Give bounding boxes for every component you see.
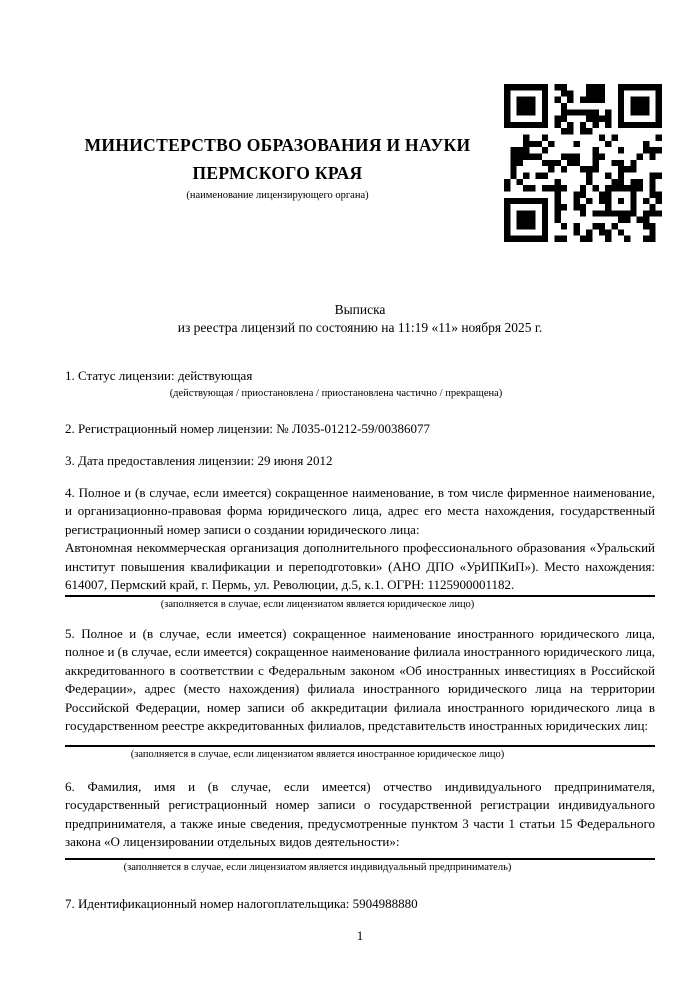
document-title-line1: Выписка bbox=[334, 302, 386, 317]
qr-code-image bbox=[504, 84, 662, 242]
item-legal-entity bbox=[65, 484, 655, 611]
legal-entity-rule-caption: (заполняется в случае, если лицензиатом является юридическое лицо) bbox=[160, 598, 475, 610]
foreign-entity-question: 5. Полное и (в случае, если имеется) сокращенное наименование иностранного юридического лица, полное и (в случае, если имеется) сокращенное наименование филиала иностранного юридического лица, аккредитованного в соответствии с Федеральным законом «Об иностранных инвестициях в Российской Федерации», адрес (место нахождения) филиала иностранного юридического лица на территории Российской Федерации, номер записи об аккредитации филиала иностранного юридического лица в государственном реестре аккредитованных филиалов, представительств иностранных юридических лиц: bbox=[65, 625, 655, 733]
item-individual-entrepreneur bbox=[65, 778, 655, 874]
license-status-options-caption: (действующая / приостановлена / приостановлена частично / прекращена) bbox=[169, 387, 503, 399]
ministry-name-line2: ПЕРМСКОГО КРАЯ bbox=[192, 163, 363, 183]
taxpayer-number-text: 7. Идентификационный номер налогоплательщика: 5904988880 bbox=[65, 895, 418, 911]
item-registration-number bbox=[65, 420, 655, 439]
fill-in-line bbox=[65, 745, 655, 747]
fill-in-line bbox=[65, 858, 655, 860]
ministry-name-line1: МИНИСТЕРСТВО ОБРАЗОВАНИЯ И НАУКИ bbox=[84, 135, 471, 155]
item-license-date bbox=[65, 452, 655, 471]
fill-in-line bbox=[65, 595, 655, 597]
licensing-authority-header bbox=[65, 131, 490, 202]
document-title-line2: из реестра лицензий по состоянию на 11:19 «11» ноября 2025 г. bbox=[177, 319, 543, 335]
individual-entrepreneur-question: 6. Фамилия, имя и (в случае, если имеется) отчество индивидуального предпринимателя, государственный регистрационный номер записи о государственной регистрации индивидуального предпринимателя, а также иные сведения, предусмотренные пунктом 3 части 1 статьи 15 Федерального закона «О лицензировании отдельных видов деятельности»: bbox=[65, 778, 655, 849]
item-taxpayer-number bbox=[65, 895, 655, 914]
registration-number-text: 2. Регистрационный номер лицензии: № Л035-01212-59/00386077 bbox=[65, 420, 431, 436]
blank-fill-space bbox=[65, 736, 655, 745]
legal-entity-question: 4. Полное и (в случае, если имеется) сокращенное наименование, в том числе фирменное наименование, и организационно-правовая форма юридического лица, адрес его места нахождения, государственный регистрационный номер записи о создании юридического лица: bbox=[65, 484, 655, 537]
item-license-status bbox=[65, 367, 655, 400]
individual-entrepreneur-rule-caption: (заполняется в случае, если лицензиатом является индивидуальный предприниматель) bbox=[123, 861, 512, 873]
license-date-text: 3. Дата предоставления лицензии: 29 июня 2012 bbox=[65, 453, 333, 468]
legal-entity-value: Автономная некоммерческая организация дополнительного профессионального образования «Уральский институт повышения квалификации и переподготовки» (АНО ДПО «УрИПКиП»). Место нахождения: 614007, Пермский край, г. Пермь, ул. Революции, д.5, к.1. ОГРН: 1125900001182. bbox=[65, 540, 655, 592]
licensing-authority-caption: (наименование лицензирующего органа) bbox=[186, 190, 369, 201]
document-body bbox=[65, 367, 655, 913]
document-title bbox=[65, 301, 655, 336]
item-foreign-entity bbox=[65, 625, 655, 761]
page-number: 1 bbox=[356, 928, 364, 943]
license-status-text: 1. Статус лицензии: действующая bbox=[65, 368, 253, 383]
foreign-entity-rule-caption: (заполняется в случае, если лицензиатом является иностранное юридическое лицо) bbox=[130, 748, 505, 760]
